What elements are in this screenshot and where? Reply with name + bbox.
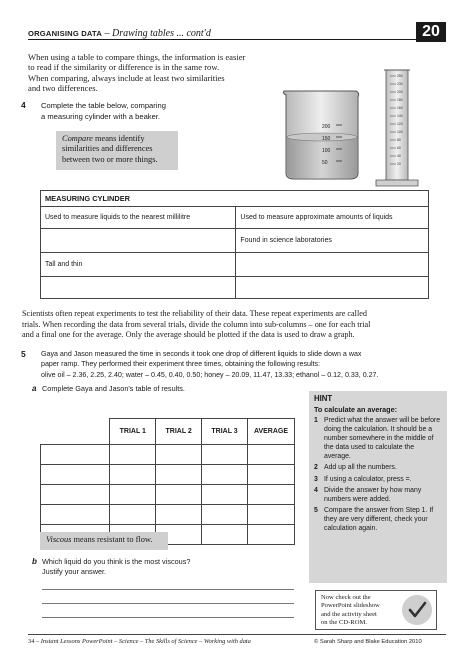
hint-box — [309, 391, 447, 583]
question-5-line: Gaya and Jason measured the time in seconds it took one drop of different liquids to slide down a wax — [41, 350, 362, 358]
table-cell[interactable] — [236, 277, 429, 299]
table-cell[interactable] — [202, 445, 248, 465]
hint-step — [314, 416, 442, 461]
results-header-trial-1: TRIAL 1 — [110, 419, 156, 445]
table-row — [41, 465, 295, 485]
part-b-text — [42, 557, 190, 578]
hint-step-number: 1 — [314, 417, 318, 424]
table-cell[interactable] — [110, 445, 156, 465]
header-divider — [28, 39, 416, 40]
table-cell[interactable] — [247, 465, 294, 485]
cylinder-scale-label: 250 — [397, 74, 403, 78]
table-cell[interactable] — [247, 485, 294, 505]
intro-line: When using a table to compare things, the information is easier — [28, 52, 246, 62]
page-number-badge: 20 — [416, 22, 446, 42]
powerpoint-note-box — [315, 590, 437, 630]
table-cell[interactable] — [202, 465, 248, 485]
table-cell[interactable] — [41, 445, 110, 465]
definition-text: means identify — [92, 134, 145, 143]
hint-step — [314, 475, 442, 484]
comparison-table — [40, 190, 429, 299]
answer-line[interactable] — [42, 603, 294, 604]
section-name: ORGANISING DATA — [28, 29, 103, 38]
beaker-illustration — [278, 87, 374, 183]
measuring-cylinder-illustration — [372, 66, 424, 190]
intro-line: and two differences. — [28, 83, 98, 94]
compare-definition-box — [56, 131, 178, 170]
hint-title: HINT — [314, 394, 333, 403]
header-dash: – — [102, 28, 113, 39]
question-5-number: 5 — [21, 349, 26, 359]
question-5-line: olive oil – 2.36, 2.25, 2.40; water – 0.45, 0.40, 0.50; honey – 20.09, 11.47, 13.33; ethanol – 0.12, 0.33, 0.27. — [41, 370, 379, 379]
comparison-table-header: MEASURING CYLINDER — [41, 191, 429, 207]
answer-line[interactable] — [42, 617, 294, 618]
hint-step-number: 3 — [314, 475, 318, 483]
hint-step-text: Predict what the answer will be before doing the calculation. It should be a number somewhere in the middle of the data used to calculate the average. — [324, 417, 441, 461]
beaker-scale-label: 50 — [322, 160, 328, 166]
table-cell[interactable] — [156, 485, 202, 505]
results-header-average: AVERAGE — [247, 419, 294, 445]
paragraph-line: and a final one for the average. Only the average should be plotted if the data is used to draw a graph. — [22, 330, 355, 340]
table-cell[interactable] — [202, 485, 248, 505]
paragraph-line: trials. When recording the data from several trials, divide the column into sub-columns – one for each trial — [22, 319, 371, 329]
cylinder-scale-label: 140 — [397, 114, 403, 118]
table-cell[interactable] — [202, 525, 248, 545]
question-5-text — [41, 349, 378, 380]
table-cell[interactable]: Found in science laboratories — [236, 229, 429, 253]
table-cell[interactable] — [41, 229, 236, 253]
footer-divider — [28, 634, 446, 635]
checkmark-icon — [402, 595, 432, 625]
intro-paragraph — [28, 52, 245, 94]
question-4-line: a measuring cylinder with a beaker. — [41, 112, 161, 121]
table-cell[interactable] — [247, 525, 294, 545]
table-cell[interactable]: Used to measure liquids to the nearest millilitre — [41, 207, 236, 229]
hint-step-text: Compare the answer from Step 1. If they are very different, check your calculation again. — [324, 506, 434, 533]
hint-subtitle: To calculate an average: — [314, 405, 397, 414]
table-cell[interactable] — [41, 277, 236, 299]
table-cell[interactable] — [110, 465, 156, 485]
cylinder-scale-label: 120 — [397, 122, 403, 126]
table-cell[interactable] — [41, 465, 110, 485]
cylinder-scale-label: 230 — [397, 82, 403, 86]
cylinder-scale-label: 160 — [397, 106, 403, 110]
note-line: on the CD-ROM. — [321, 618, 367, 626]
hint-step-text: If using a calculator, press =. — [324, 475, 412, 483]
table-cell[interactable]: Tall and thin — [41, 253, 236, 277]
intro-line: When comparing, always include at least two similarities — [28, 72, 225, 83]
question-4-text — [41, 100, 166, 122]
table-cell[interactable]: Used to measure approximate amounts of liquids — [236, 207, 429, 229]
table-row — [41, 445, 295, 465]
hint-step-text: Divide the answer by how many numbers were added. — [324, 486, 422, 503]
cylinder-scale-label: 40 — [397, 154, 401, 158]
footer-page: 34 – — [28, 638, 41, 645]
note-line: Now check out the — [321, 594, 371, 601]
trials-paragraph — [22, 309, 370, 341]
definition-term: Compare — [62, 134, 93, 143]
definition-text: between two or more things. — [62, 154, 158, 164]
part-b-letter: b — [32, 557, 37, 566]
table-row — [41, 505, 295, 525]
definition-text: similarities and differences — [62, 144, 153, 154]
table-cell[interactable] — [247, 505, 294, 525]
question-4-line: Complete the table below, comparing — [41, 101, 166, 110]
table-cell[interactable] — [41, 485, 110, 505]
cylinder-scale-label: 20 — [397, 162, 401, 166]
question-4-number: 4 — [21, 100, 26, 110]
note-line: and the activity sheet — [321, 610, 377, 618]
beaker-scale-label: 100 — [322, 148, 331, 154]
part-b-line: Justify your answer. — [42, 567, 107, 577]
hint-step — [314, 486, 442, 504]
table-cell[interactable] — [236, 253, 429, 277]
intro-line: to read if the similarity or difference is in the same row. — [28, 62, 220, 73]
table-cell[interactable] — [156, 445, 202, 465]
hint-step — [314, 463, 442, 472]
question-5-line: paper ramp. They performed their experiment three times, obtaining the following results: — [41, 360, 321, 369]
table-cell[interactable] — [156, 505, 202, 525]
table-cell[interactable] — [41, 505, 110, 525]
definition-text: means resistant to flow. — [71, 535, 153, 544]
cylinder-scale-label: 180 — [397, 98, 403, 102]
note-line: PowerPoint slideshow — [321, 602, 380, 610]
footer-copyright: © Sarah Sharp and Blake Education 2010 — [314, 639, 422, 645]
definition-term: Viscous — [46, 535, 72, 544]
results-header-trial-2: TRIAL 2 — [156, 419, 202, 445]
results-header-trial-3: TRIAL 3 — [202, 419, 248, 445]
hint-step-number: 2 — [314, 464, 318, 472]
answer-line[interactable] — [42, 589, 294, 590]
paragraph-line: Scientists often repeat experiments to test the reliability of their data. These repeat experiments are called — [22, 309, 367, 318]
section-subtitle: Drawing tables ... cont'd — [112, 28, 211, 39]
hint-step-number: 4 — [314, 486, 318, 494]
footer-book-title — [28, 638, 251, 645]
table-cell[interactable] — [110, 485, 156, 505]
part-a-text: Complete Gaya and Jason's table of results. — [42, 384, 185, 393]
results-header-blank — [41, 419, 110, 445]
table-cell[interactable] — [202, 505, 248, 525]
hint-step-text: Add up all the numbers. — [324, 464, 397, 472]
beaker-scale-label: 200 — [322, 124, 331, 130]
cylinder-scale-label: 100 — [397, 130, 403, 134]
hint-step-number: 5 — [314, 506, 318, 514]
beaker-scale-label: 150 — [322, 136, 331, 142]
table-cell[interactable] — [110, 505, 156, 525]
footer-series: Instant Lessons PowerPoint – Science – The Skills of Science – Working with data — [40, 638, 251, 645]
part-a-letter: a — [32, 384, 37, 393]
cylinder-scale-label: 60 — [397, 146, 401, 150]
part-b-line: Which liquid do you think is the most viscous? — [42, 557, 191, 566]
table-cell[interactable] — [247, 445, 294, 465]
header-section-title — [28, 28, 211, 39]
table-cell[interactable] — [156, 465, 202, 485]
hint-step — [314, 506, 442, 533]
cylinder-scale-label: 80 — [397, 138, 401, 142]
table-row — [41, 485, 295, 505]
cylinder-scale-label: 200 — [397, 90, 403, 94]
results-table — [40, 418, 295, 545]
viscous-definition-box — [40, 532, 168, 550]
